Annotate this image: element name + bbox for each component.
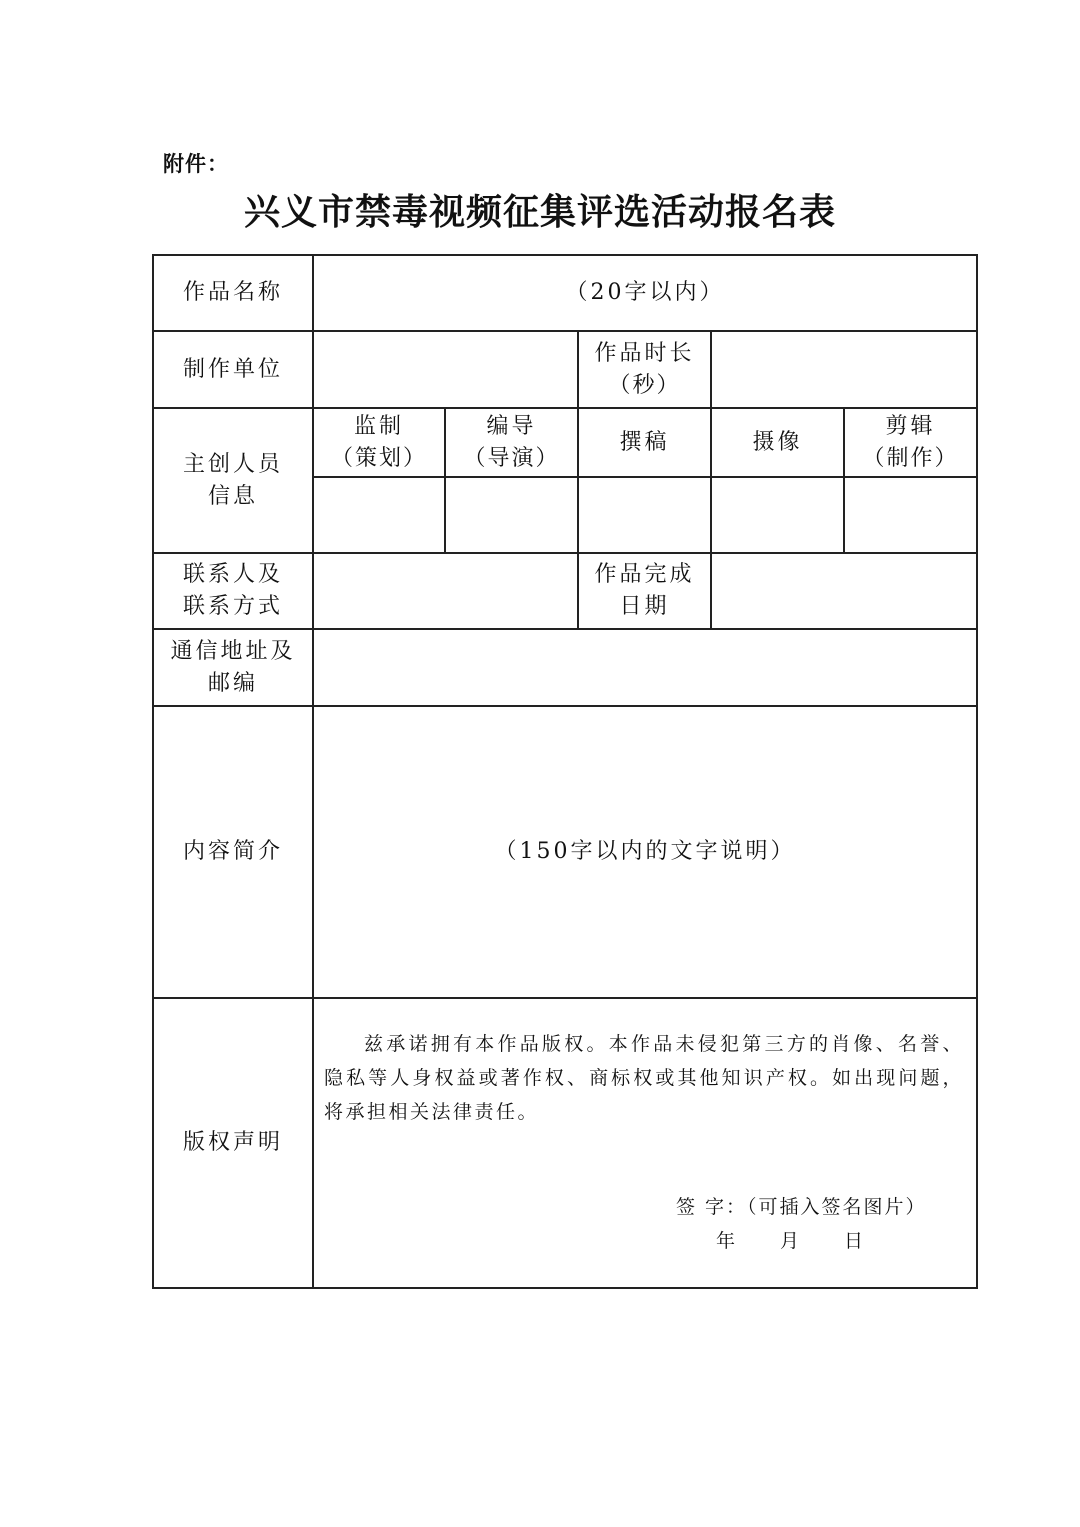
duration-label	[578, 331, 711, 408]
address-field[interactable]	[313, 629, 977, 706]
role-header-supervisor	[313, 408, 445, 477]
role-supervisor-line1: 监制	[353, 413, 404, 439]
signature-line[interactable]: 签 字：（可插入签名图片）	[676, 1196, 927, 1218]
role-header-writer	[578, 408, 711, 477]
copyright-cell	[313, 998, 977, 1288]
duration-label-line2: （秒）	[608, 372, 681, 398]
date-year: 年	[716, 1230, 739, 1252]
address-label-line1: 通信地址及	[170, 638, 296, 664]
production-unit-field[interactable]	[313, 331, 578, 408]
row-creator-roles	[153, 408, 977, 477]
completion-date-label-line2: 日期	[619, 594, 670, 619]
contact-label-line1: 联系人及	[182, 562, 283, 587]
copyright-label: 版权声明	[153, 998, 313, 1288]
date-day: 日	[844, 1230, 867, 1252]
row-contact	[153, 553, 977, 629]
document-title: 兴义市禁毒视频征集评选活动报名表	[243, 191, 836, 233]
date-month: 月	[780, 1230, 803, 1252]
row-work-name	[153, 255, 977, 331]
role-camera-line1: 摄像	[752, 429, 803, 455]
supervisor-field[interactable]	[313, 477, 445, 553]
address-label-line2: 邮编	[207, 670, 258, 696]
contact-label-line2: 联系方式	[182, 594, 283, 619]
role-director-line2: （导演）	[463, 445, 560, 471]
role-editor-line1: 剪辑	[885, 413, 936, 439]
role-header-camera	[711, 408, 844, 477]
role-supervisor-line2: （策划）	[330, 445, 427, 471]
editor-field[interactable]	[844, 477, 977, 553]
creators-label	[153, 408, 313, 553]
production-unit-label: 制作单位	[153, 331, 313, 408]
date-line	[716, 1225, 866, 1257]
role-header-editor	[844, 408, 977, 477]
copyright-statement: 兹承诺拥有本作品版权。本作品未侵犯第三方的肖像、名誉、隐私等人身权益或著作权、商标权或其他知识产权。如出现问题，将承担相关法律责任。	[324, 1033, 965, 1123]
attachment-label: 附件：	[163, 152, 229, 176]
duration-label-line1: 作品时长	[594, 340, 695, 366]
duration-field[interactable]	[711, 331, 977, 408]
address-label	[153, 629, 313, 706]
completion-date-label-line1: 作品完成	[594, 562, 695, 587]
row-summary	[153, 706, 977, 998]
completion-date-field[interactable]	[711, 553, 977, 629]
director-field[interactable]	[445, 477, 578, 553]
work-name-label: 作品名称	[153, 255, 313, 331]
role-writer-line1: 撰稿	[619, 429, 670, 455]
writer-field[interactable]	[578, 477, 711, 553]
registration-form-table	[152, 254, 978, 1289]
summary-label: 内容简介	[153, 706, 313, 998]
row-production-unit	[153, 331, 977, 408]
contact-label	[153, 553, 313, 629]
creators-label-line1: 主创人员	[182, 451, 283, 477]
camera-field[interactable]	[711, 477, 844, 553]
row-copyright	[153, 998, 977, 1288]
role-header-director	[445, 408, 578, 477]
completion-date-label	[578, 553, 711, 629]
creators-label-line2: 信息	[207, 483, 258, 509]
row-address	[153, 629, 977, 706]
role-editor-line2: （制作）	[862, 445, 959, 471]
contact-field[interactable]	[313, 553, 578, 629]
work-name-field[interactable]: （20字以内）	[313, 255, 977, 331]
summary-field[interactable]: （150字以内的文字说明）	[313, 706, 977, 998]
role-director-line1: 编导	[486, 413, 537, 439]
